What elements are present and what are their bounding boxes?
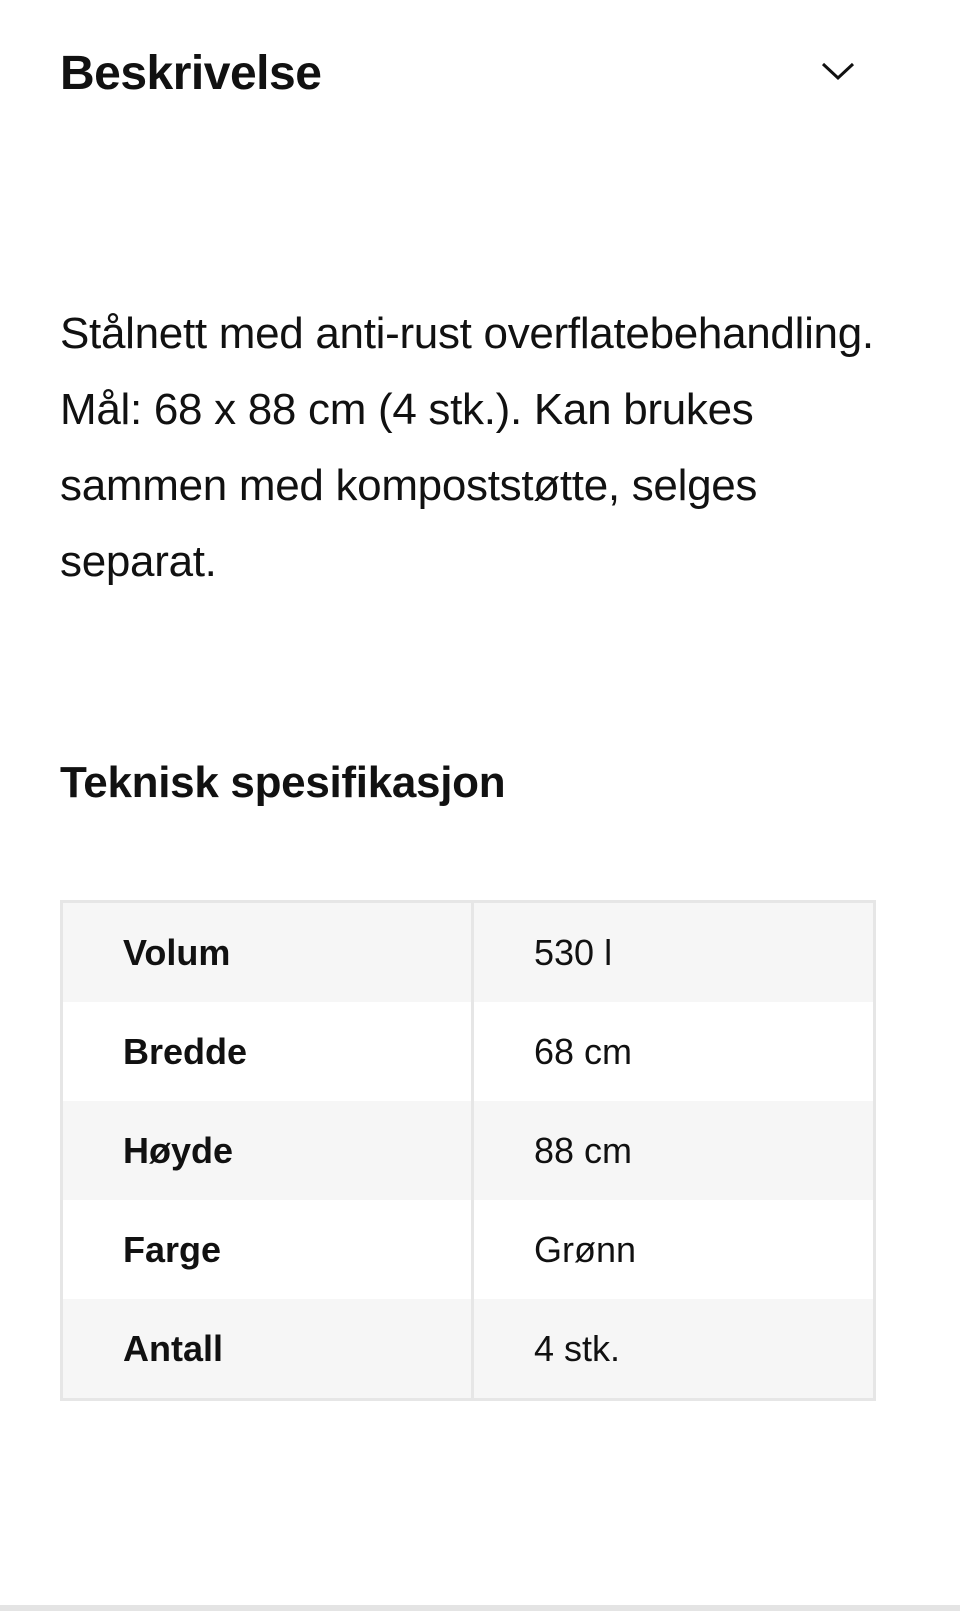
section-divider	[0, 1605, 960, 1611]
spec-heading: Teknisk spesifikasjon	[60, 758, 506, 807]
spec-label: Volum	[62, 902, 473, 1003]
spec-value: 88 cm	[473, 1101, 875, 1200]
spec-label: Bredde	[62, 1002, 473, 1101]
spec-value: 530 l	[473, 902, 875, 1003]
table-row	[62, 1002, 875, 1101]
table-row	[62, 1101, 875, 1200]
table-row	[62, 1200, 875, 1299]
spec-value: 4 stk.	[473, 1299, 875, 1400]
spec-label: Høyde	[62, 1101, 473, 1200]
spec-value: Grønn	[534, 1228, 637, 1270]
chevron-down-icon[interactable]	[818, 56, 858, 86]
table-row	[62, 902, 875, 1003]
description-heading[interactable]: Beskrivelse	[60, 47, 322, 100]
spec-label: Farge	[62, 1200, 473, 1299]
description-text: Stålnett med anti-rust overflatebehandling. Mål: 68 x 88 cm (4 stk.). Kan brukes sammen med kompoststøtte, selges separat.	[60, 309, 874, 586]
spec-label: Antall	[62, 1299, 473, 1400]
spec-table	[60, 900, 876, 1401]
spec-value: 68 cm	[534, 1030, 633, 1072]
table-row	[62, 1299, 875, 1400]
